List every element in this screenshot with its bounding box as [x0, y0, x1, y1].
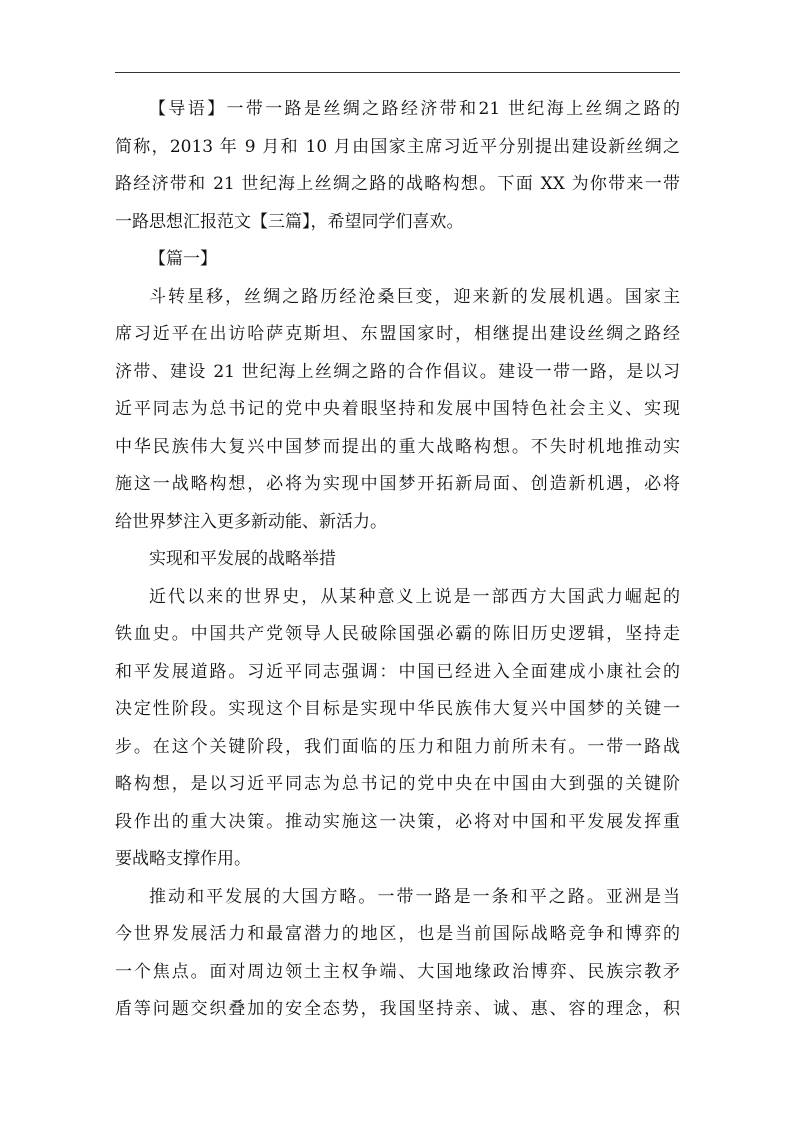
- text-line: 一个焦点。面对周边领土主权争端、大国地缘政治博弈、民族宗教矛: [115, 961, 680, 982]
- text-line: 步。在这个关键阶段，我们面临的压力和阻力前所未有。一带一路战: [115, 736, 680, 757]
- text-line: 施这一战略构想，必将为实现中国梦开拓新局面、创造新机遇，必将: [115, 474, 680, 494]
- text-line: 近平同志为总书记的党中央着眼坚持和发展中国特色社会主义、实现: [115, 399, 680, 419]
- text-line: 今世界发展活力和最富潜力的地区，也是当前国际战略竞争和博弈的: [115, 924, 680, 944]
- text-line: 铁血史。中国共产党领导人民破除国强必霸的陈旧历史逻辑，坚持走: [115, 624, 680, 644]
- text-line: 推动和平发展的大国方略。一带一路是一条和平之路。亚洲是当: [149, 886, 680, 907]
- text-line: 席习近平在出访哈萨克斯坦、东盟国家时，相继提出建设丝绸之路经: [115, 324, 680, 344]
- document-body: [115, 91, 680, 1029]
- text-line: 给世界梦注入更多新动能、新活力。: [115, 511, 387, 532]
- text-line: 和平发展道路。习近平同志强调：中国已经进入全面建成小康社会的: [115, 661, 680, 682]
- paragraph: [115, 579, 680, 879]
- text-line: 路经济带和 21 世纪海上丝绸之路的战略构想。下面 XX 为你带来一带: [115, 174, 680, 194]
- text-line: 简称，2013 年 9 月和 10 月由国家主席习近平分别提出建设新丝绸之: [115, 136, 680, 157]
- paragraph-intro: [115, 91, 680, 241]
- section-heading: [115, 241, 680, 279]
- paragraph: [115, 879, 680, 1029]
- text-line: 济带、建设 21 世纪海上丝绸之路的合作倡议。建设一带一路，是以习: [115, 361, 680, 382]
- paragraph: [115, 279, 680, 542]
- text-line: 近代以来的世界史，从某种意义上说是一部西方大国武力崛起的: [149, 586, 680, 607]
- header-rule: [115, 72, 680, 73]
- text-line: 决定性阶段。实现这个目标是实现中华民族伟大复兴中国梦的关键一: [115, 699, 680, 719]
- text-line: 盾等问题交织叠加的安全态势，我国坚持亲、诚、惠、容的理念，积: [115, 999, 680, 1019]
- text-line: 【篇一】: [149, 249, 217, 269]
- text-line: 【导语】一带一路是丝绸之路经济带和21 世纪海上丝绸之路的: [149, 99, 680, 119]
- text-line: 略构想，是以习近平同志为总书记的党中央在中国由大到强的关键阶: [115, 774, 680, 794]
- text-line: 实现和平发展的战略举措: [149, 549, 336, 569]
- text-line: 中华民族伟大复兴中国梦而提出的重大战略构想。不失时机地推动实: [115, 436, 680, 457]
- subheading: [115, 541, 680, 579]
- text-line: 斗转星移，丝绸之路历经沧桑巨变，迎来新的发展机遇。国家主: [149, 286, 680, 307]
- text-line: 一路思想汇报范文【三篇】，希望同学们喜欢。: [115, 211, 464, 232]
- text-line: 段作出的重大决策。推动实施这一决策，必将对中国和平发展发挥重: [115, 811, 680, 832]
- text-line: 要战略支撑作用。: [115, 849, 251, 869]
